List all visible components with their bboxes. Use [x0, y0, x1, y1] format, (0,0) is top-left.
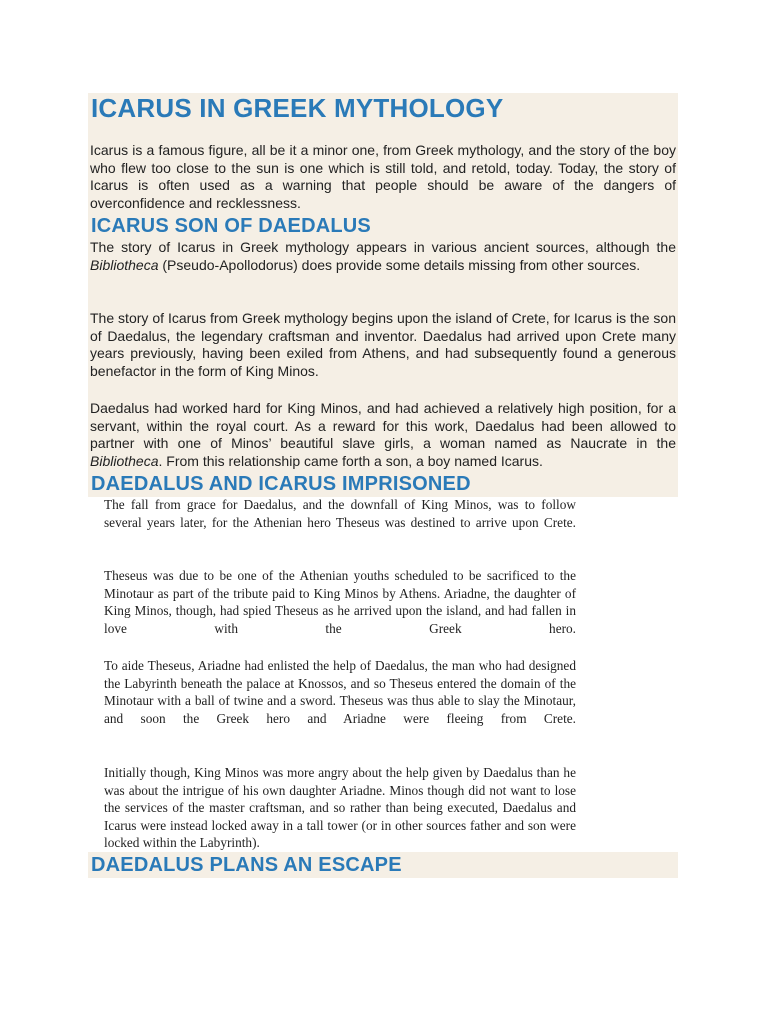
son-paragraph-1: The story of Icarus in Greek mythology appears in various ancient sources, although the Bibliotheca (Pseudo-Apollodorus) does provide some details missing from other sources. — [90, 239, 676, 273]
imprisoned-paragraph-1: The fall from grace for Daedalus, and the downfall of King Minos, was to follow several years later, for the Athenian hero Theseus was destined to arrive upon Crete. — [104, 497, 576, 530]
imprisoned-paragraph-4: Initially though, King Minos was more angry about the help given by Daedalus than he was about the intrigue of his own daughter Ariadne. Minos though did not want to lose the services of the master craftsman, and so rather than being executed, Daedalus and Icarus were instead locked away in a tall tower (or in other sources father and son were locked within the Labyrinth). — [104, 765, 576, 851]
son-paragraph-3: Daedalus had worked hard for King Minos, and had achieved a relatively high position, for a servant, within the royal court. As a reward for this work, Daedalus had been allowed to partner with one of Minos’ beautiful slave girls, a woman named as Naucrate in the Bibliotheca. From this relationship came forth a son, a boy named Icarus. — [90, 400, 676, 469]
heading-imprisoned: DAEDALUS AND ICARUS IMPRISONED — [91, 473, 471, 495]
son-paragraph-2: The story of Icarus from Greek mythology begins upon the island of Crete, for Icarus is the son of Daedalus, the legendary craftsman and inventor. Daedalus had arrived upon Crete many years previously, having been exiled from Athens, and had subsequently found a generous benefactor in the form of King Minos. — [90, 310, 676, 379]
page-title: ICARUS IN GREEK MYTHOLOGY — [91, 93, 504, 123]
imprisoned-paragraph-3: To aide Theseus, Ariadne had enlisted the help of Daedalus, the man who had designed the Labyrinth beneath the palace at Knossos, and so Theseus entered the domain of the Minotaur with a ball of twine and a sword. Theseus was thus able to slay the Minotaur, and soon the Greek hero and Ariadne were fleeing from Crete. — [104, 658, 576, 726]
heading-escape: DAEDALUS PLANS AN ESCAPE — [91, 854, 402, 876]
imprisoned-paragraph-2: Theseus was due to be one of the Athenian youths scheduled to be sacrificed to the Minotaur as part of the tribute paid to King Minos by Athens. Ariadne, the daughter of King Minos, though, had spied Theseus as he arrived upon the island, and had fallen in love with the Greek hero. — [104, 568, 576, 636]
intro-paragraph: Icarus is a famous figure, all be it a minor one, from Greek mythology, and the story of the boy who flew too close to the sun is one which is still told, and retold, today. Today, the story of Icarus is often used as a warning that people should be aware of the dangers of overconfidence and recklessness. — [90, 142, 676, 211]
heading-icarus-son: ICARUS SON OF DAEDALUS — [91, 215, 371, 237]
